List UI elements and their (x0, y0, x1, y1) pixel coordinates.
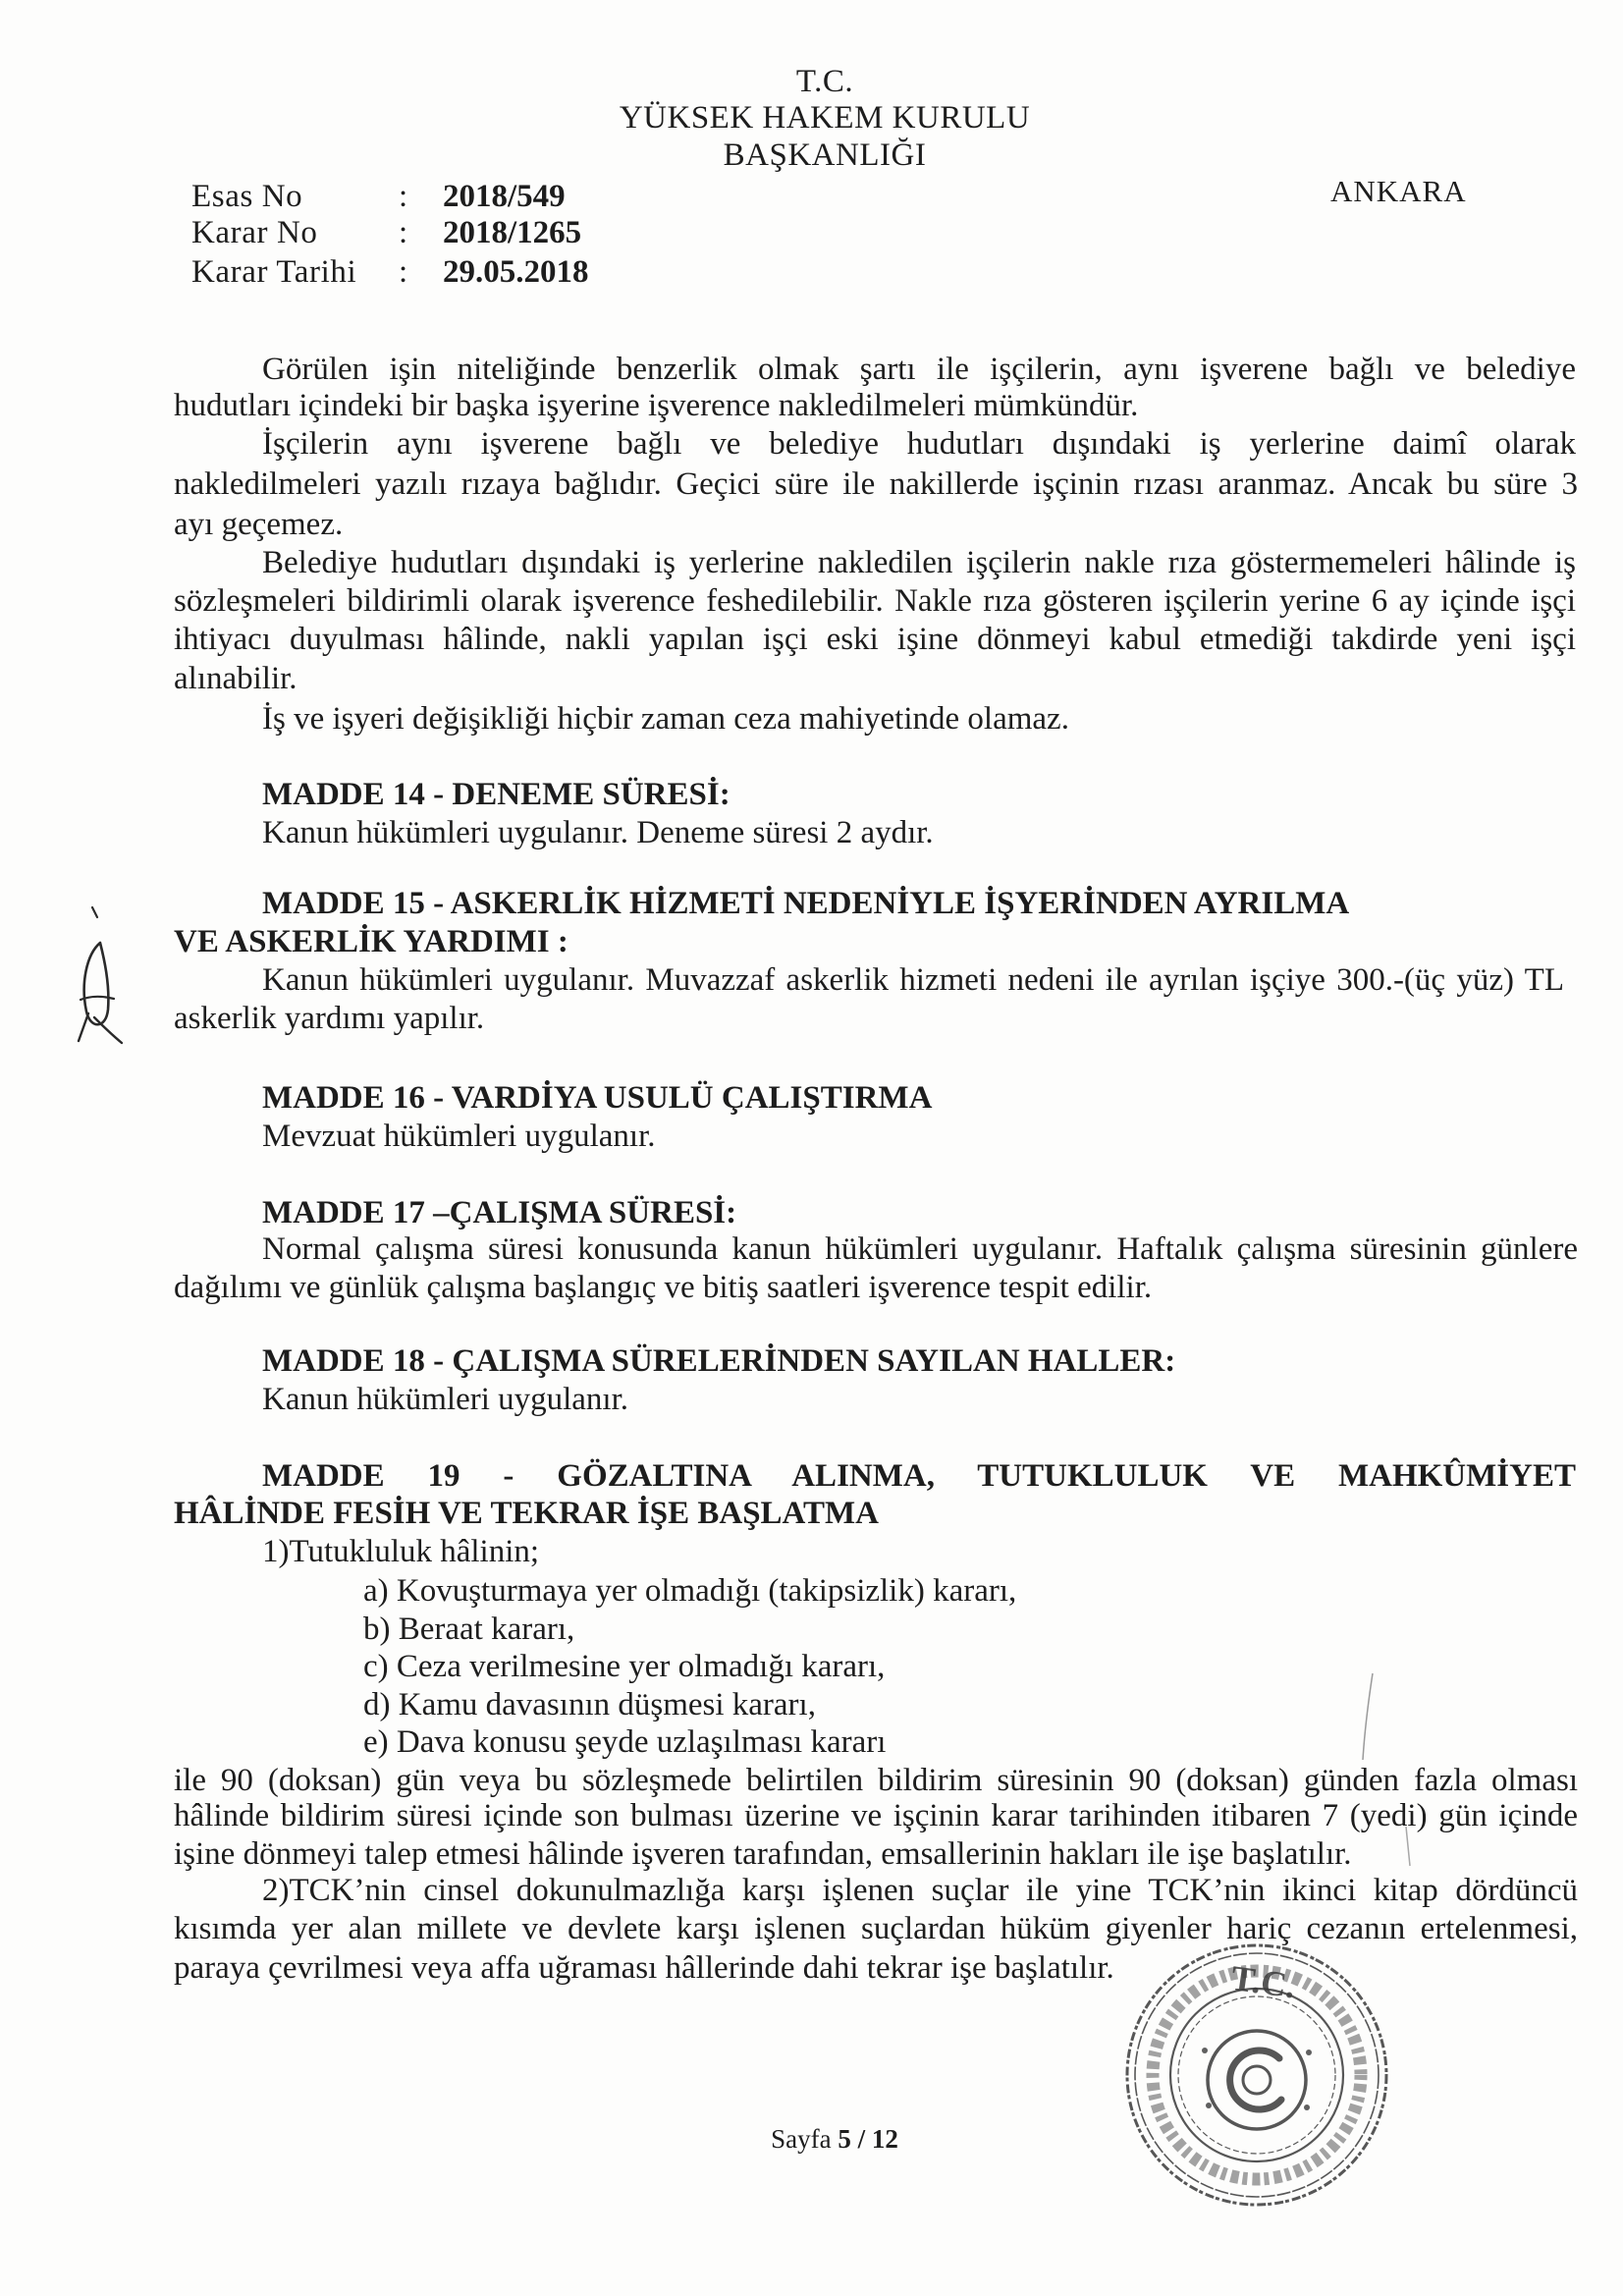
list-item: c) Ceza verilmesine yer olmadığı kararı, (363, 1649, 886, 1684)
article-text-line: hâlinde bildirim süresi içinde son bulması üzerine ve işçinin karar tarihinden itibaren 7 (yedi) gün içinde (174, 1798, 1578, 1833)
list-item: b) Beraat kararı, (363, 1612, 575, 1647)
article-heading: HÂLİNDE FESİH VE TEKRAR İŞE BAŞLATMA (174, 1496, 879, 1531)
case-number-label: Esas No (191, 179, 303, 214)
page-total: 12 (871, 2124, 898, 2154)
article-text-line: Kanun hükümleri uygulanır. (262, 1382, 629, 1417)
paragraph-line: nakledilmeleri yazılı rızaya bağlıdır. Geçici süre ile nakillerde işçinin rızası aranmaz. Ancak bu süre 3 (174, 466, 1578, 502)
page-label: Sayfa (771, 2124, 832, 2154)
header-city: ANKARA (1330, 174, 1467, 208)
pen-marks (1345, 1669, 1434, 1886)
list-item: a) Kovuşturmaya yer olmadığı (takipsizlik) kararı, (363, 1573, 1017, 1609)
decision-date-value: 29.05.2018 (443, 254, 589, 290)
article-heading: MADDE 17 –ÇALIŞMA SÜRESİ: (262, 1195, 737, 1230)
article-heading: MADDE 16 - VARDİYA USULÜ ÇALIŞTIRMA (262, 1080, 933, 1116)
paragraph-line: alınabilir. (174, 661, 298, 696)
decision-date-label: Karar Tarihi (191, 254, 357, 290)
official-stamp (1114, 1933, 1399, 2217)
article-text-line: askerlik yardımı yapılır. (174, 1001, 485, 1036)
list-item: d) Kamu davasının düşmesi kararı, (363, 1687, 816, 1722)
decision-number-separator: : (399, 215, 408, 250)
article-heading: MADDE 19 - GÖZALTINA ALINMA, TUTUKLULUK VE MAHKÛMİYET (262, 1458, 1576, 1494)
article-heading: VE ASKERLİK YARDIMI : (174, 924, 568, 959)
article-heading: MADDE 18 - ÇALIŞMA SÜRELERİNDEN SAYILAN HALLER: (262, 1343, 1176, 1379)
page-number (727, 2123, 943, 2155)
paragraph-line: İşçilerin aynı işverene bağlı ve belediye hudutları dışındaki iş yerlerine daimî olarak (262, 426, 1576, 462)
page-current: 5 (838, 2124, 851, 2154)
stamp-lettering: T.C. (1228, 1957, 1298, 2006)
page-separator: / (857, 2124, 866, 2154)
article-text-line: kısımda yer alan millete ve devlete karşı işlenen suçlardan hüküm giyenler hariç cezanın ertelenmesi, (174, 1911, 1578, 1946)
paragraph-line: Belediye hudutları dışındaki iş yerlerine nakledilen işçilerin nakle rıza göstermemeleri hâlinde iş (262, 545, 1576, 580)
article-text-line: Kanun hükümleri uygulanır. Deneme süresi 2 aydır. (262, 815, 934, 850)
handwritten-initials (65, 903, 143, 1051)
article-text-line: ile 90 (doksan) gün veya bu sözleşmede belirtilen bildirim süresinin 90 (doksan) günden fazla olması (174, 1763, 1578, 1798)
case-number-value: 2018/549 (443, 179, 566, 214)
article-text-line: Mevzuat hükümleri uygulanır. (262, 1119, 656, 1154)
article-text-line: Normal çalışma süresi konusunda kanun hükümleri uygulanır. Haftalık çalışma süresinin günlere (262, 1231, 1578, 1267)
article-text-line: dağılımı ve günlük çalışma başlangıç ve bitiş saatleri işverence tespit edilir. (174, 1270, 1153, 1305)
article-text-line: paraya çevrilmesi veya affa uğraması hâllerinde dahi tekrar işe başlatılır. (174, 1950, 1114, 1986)
paragraph-line: Görülen işin niteliğinde benzerlik olmak şartı ile işçilerin, aynı işverene bağlı ve belediye (262, 352, 1576, 387)
list-item: e) Dava konusu şeyde uzlaşılması kararı (363, 1724, 887, 1760)
case-number-separator: : (399, 179, 408, 214)
header-state-abbreviation: T.C. (795, 64, 854, 99)
article-heading: MADDE 14 - DENEME SÜRESİ: (262, 777, 730, 812)
decision-number-label: Karar No (191, 215, 318, 250)
header-institution-title: YÜKSEK HAKEM KURULU (619, 100, 1031, 136)
paragraph-line: sözleşmeleri bildirimli olarak işverence feshedilebilir. Nakle rıza gösteren işçilerin yerine 6 ay içinde işçi (174, 583, 1576, 619)
article-heading: MADDE 15 - ASKERLİK HİZMETİ NEDENİYLE İŞYERİNDEN AYRILMA (262, 886, 1350, 921)
decision-date-separator: : (399, 254, 408, 290)
clause-intro: 1)Tutukluluk hâlinin; (262, 1534, 540, 1569)
article-text-line: işine dönmeyi talep etmesi hâlinde işveren tarafından, emsallerinin hakları ile işe başlatılır. (174, 1836, 1352, 1872)
article-text-line: 2)TCK’nin cinsel dokunulmazlığa karşı işlenen suçlar ile yine TCK’nin ikinci kitap dördüncü (262, 1873, 1578, 1908)
header-institution-subtitle: BAŞKANLIĞI (723, 137, 927, 173)
paragraph-line: hudutları içindeki bir başka işyerine işverence nakledilmeleri mümkündür. (174, 388, 1139, 423)
paragraph-line: ayı geçemez. (174, 507, 344, 542)
article-text-line: Kanun hükümleri uygulanır. Muvazzaf askerlik hizmeti nedeni ile ayrılan işçiye 300.-(üç yüz) TL (262, 962, 1564, 998)
paragraph-line: ihtiyacı duyulması hâlinde, nakli yapılan işçi eski işine dönmeyi kabul etmediği takdirde yeni işçi (174, 622, 1576, 657)
paragraph-line: İş ve işyeri değişikliği hiçbir zaman ceza mahiyetinde olamaz. (262, 701, 1069, 737)
decision-number-value: 2018/1265 (443, 215, 582, 250)
